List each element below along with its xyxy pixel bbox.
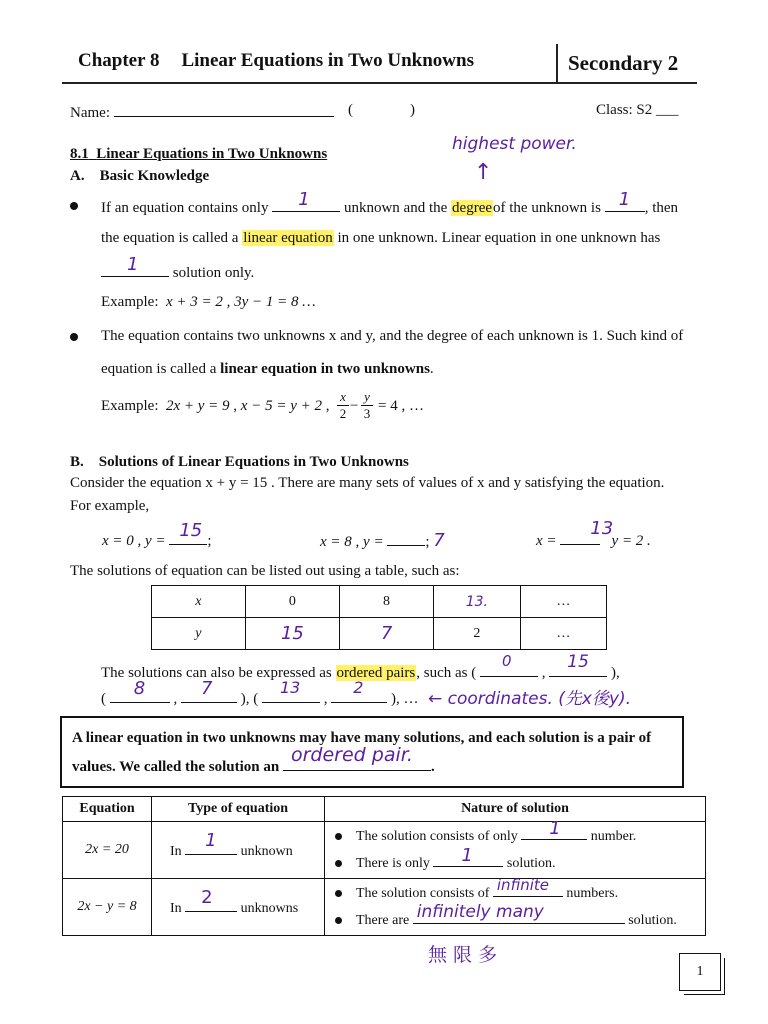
definition-box: A linear equation in two unknowns may have many solutions, and each solution is a pair of values. We called the solution an ordered pair. . [60,716,684,788]
example-2: Example: 2x + y = 9 , x − 5 = y + 2 , [101,398,330,414]
hw-blank-solution: 1 [127,254,139,275]
name-blank [114,102,334,117]
hw-ordered-pair: ordered pair. [291,744,413,766]
header-divider [556,44,558,82]
table-row: 2x − y = 8 In 2 unknowns The solution consists of infinite numbers. There are infinitely many solution. [63,879,706,936]
arrow-up-icon: ↑ [474,160,493,185]
para-1-line-1: If an equation contains only 1 unknown and the degreeof the unknown is 1 , then [101,189,679,216]
table-header-row: Equation Type of equation Nature of solution [63,797,706,822]
header-rule [62,82,697,84]
name-label: Name: [70,105,110,121]
fraction-y: y 3 [361,389,373,422]
note-highest-power: highest power. [452,134,577,154]
level-label: Secondary 2 [568,51,679,75]
bullet-icon [70,202,78,210]
para-2-line-1: The equation contains two unknowns x and y, and the degree of each unknown is 1. Such kind of [101,328,684,344]
highlight-degree: degree [452,200,493,216]
hw-blank-only: 1 [298,189,310,210]
example-x8: x = 8 , y = ; 7 [320,530,445,551]
chapter-heading [78,50,474,72]
highlight-ordered-pairs: ordered pairs [336,665,416,681]
para-2-line-2: equation is called a linear equation in two unknowns. [101,361,434,377]
hw-y-15: 15 [179,520,203,541]
example-1: Example: x + 3 = 2 , 3y − 1 = 8 … [101,294,316,310]
table-intro: The solutions of equation can be listed out using a table, such as: [70,563,460,579]
example-x0: x = 0 , y = 15 ; [102,520,212,549]
ordered-pairs-line-2: ( 8 , 7 ), ( 13 , 2 ), … [101,678,419,707]
index-open: ( [348,102,353,118]
chapter-number: Chapter 8 [78,50,160,71]
bullet-icon [70,333,78,341]
index-close: ) [410,102,415,118]
hw-y-7: 7 [433,530,445,551]
example-y2: x = 13 y = 2 . [536,518,651,549]
fraction-x: x 2 [337,389,349,422]
note-coordinates: ← coordinates. (先x後y). [428,689,632,709]
part-a-title: A. Basic Knowledge [70,168,210,184]
example-2-tail: = 4 , … [378,398,424,414]
para-1-line-3: 1 solution only. [101,262,254,282]
para-1-line-2: the equation is called a linear equation in one unknown. Linear equation in one unknown has [101,230,661,246]
part-b-title: B. Solutions of Linear Equations in Two Unknowns [70,454,409,470]
part-b-for-example: For example, [70,498,150,514]
section-title: 8.1 Linear Equations in Two Unknowns [70,146,328,162]
table-row: x 0 8 13. … [152,586,607,618]
ordered-pairs-line-1: The solutions can also be expressed as ordered pairs, such as ( 0 , 15 ), [101,652,620,681]
solutions-table [151,585,607,650]
equation-types-table [62,796,706,936]
class-label: Class: S2 ___ [596,102,679,118]
hw-x-13: 13 [590,518,614,539]
page-number: 1 [679,953,721,991]
table-row: 2x = 20 In 1 unknown The solution consists of only 1 number. There is only 1 solution. [63,822,706,879]
note-chinese: 無 限 多 [428,944,498,966]
table-row: y 15 7 2 … [152,618,607,650]
hw-blank-degree: 1 [618,189,631,210]
name-field [70,102,334,122]
part-b-consider: Consider the equation x + y = 15 . There are many sets of values of x and y satisfying the equation. [70,475,665,491]
chapter-title: Linear Equations in Two Unknowns [181,50,474,71]
highlight-linear-equation: linear equation [243,230,333,246]
